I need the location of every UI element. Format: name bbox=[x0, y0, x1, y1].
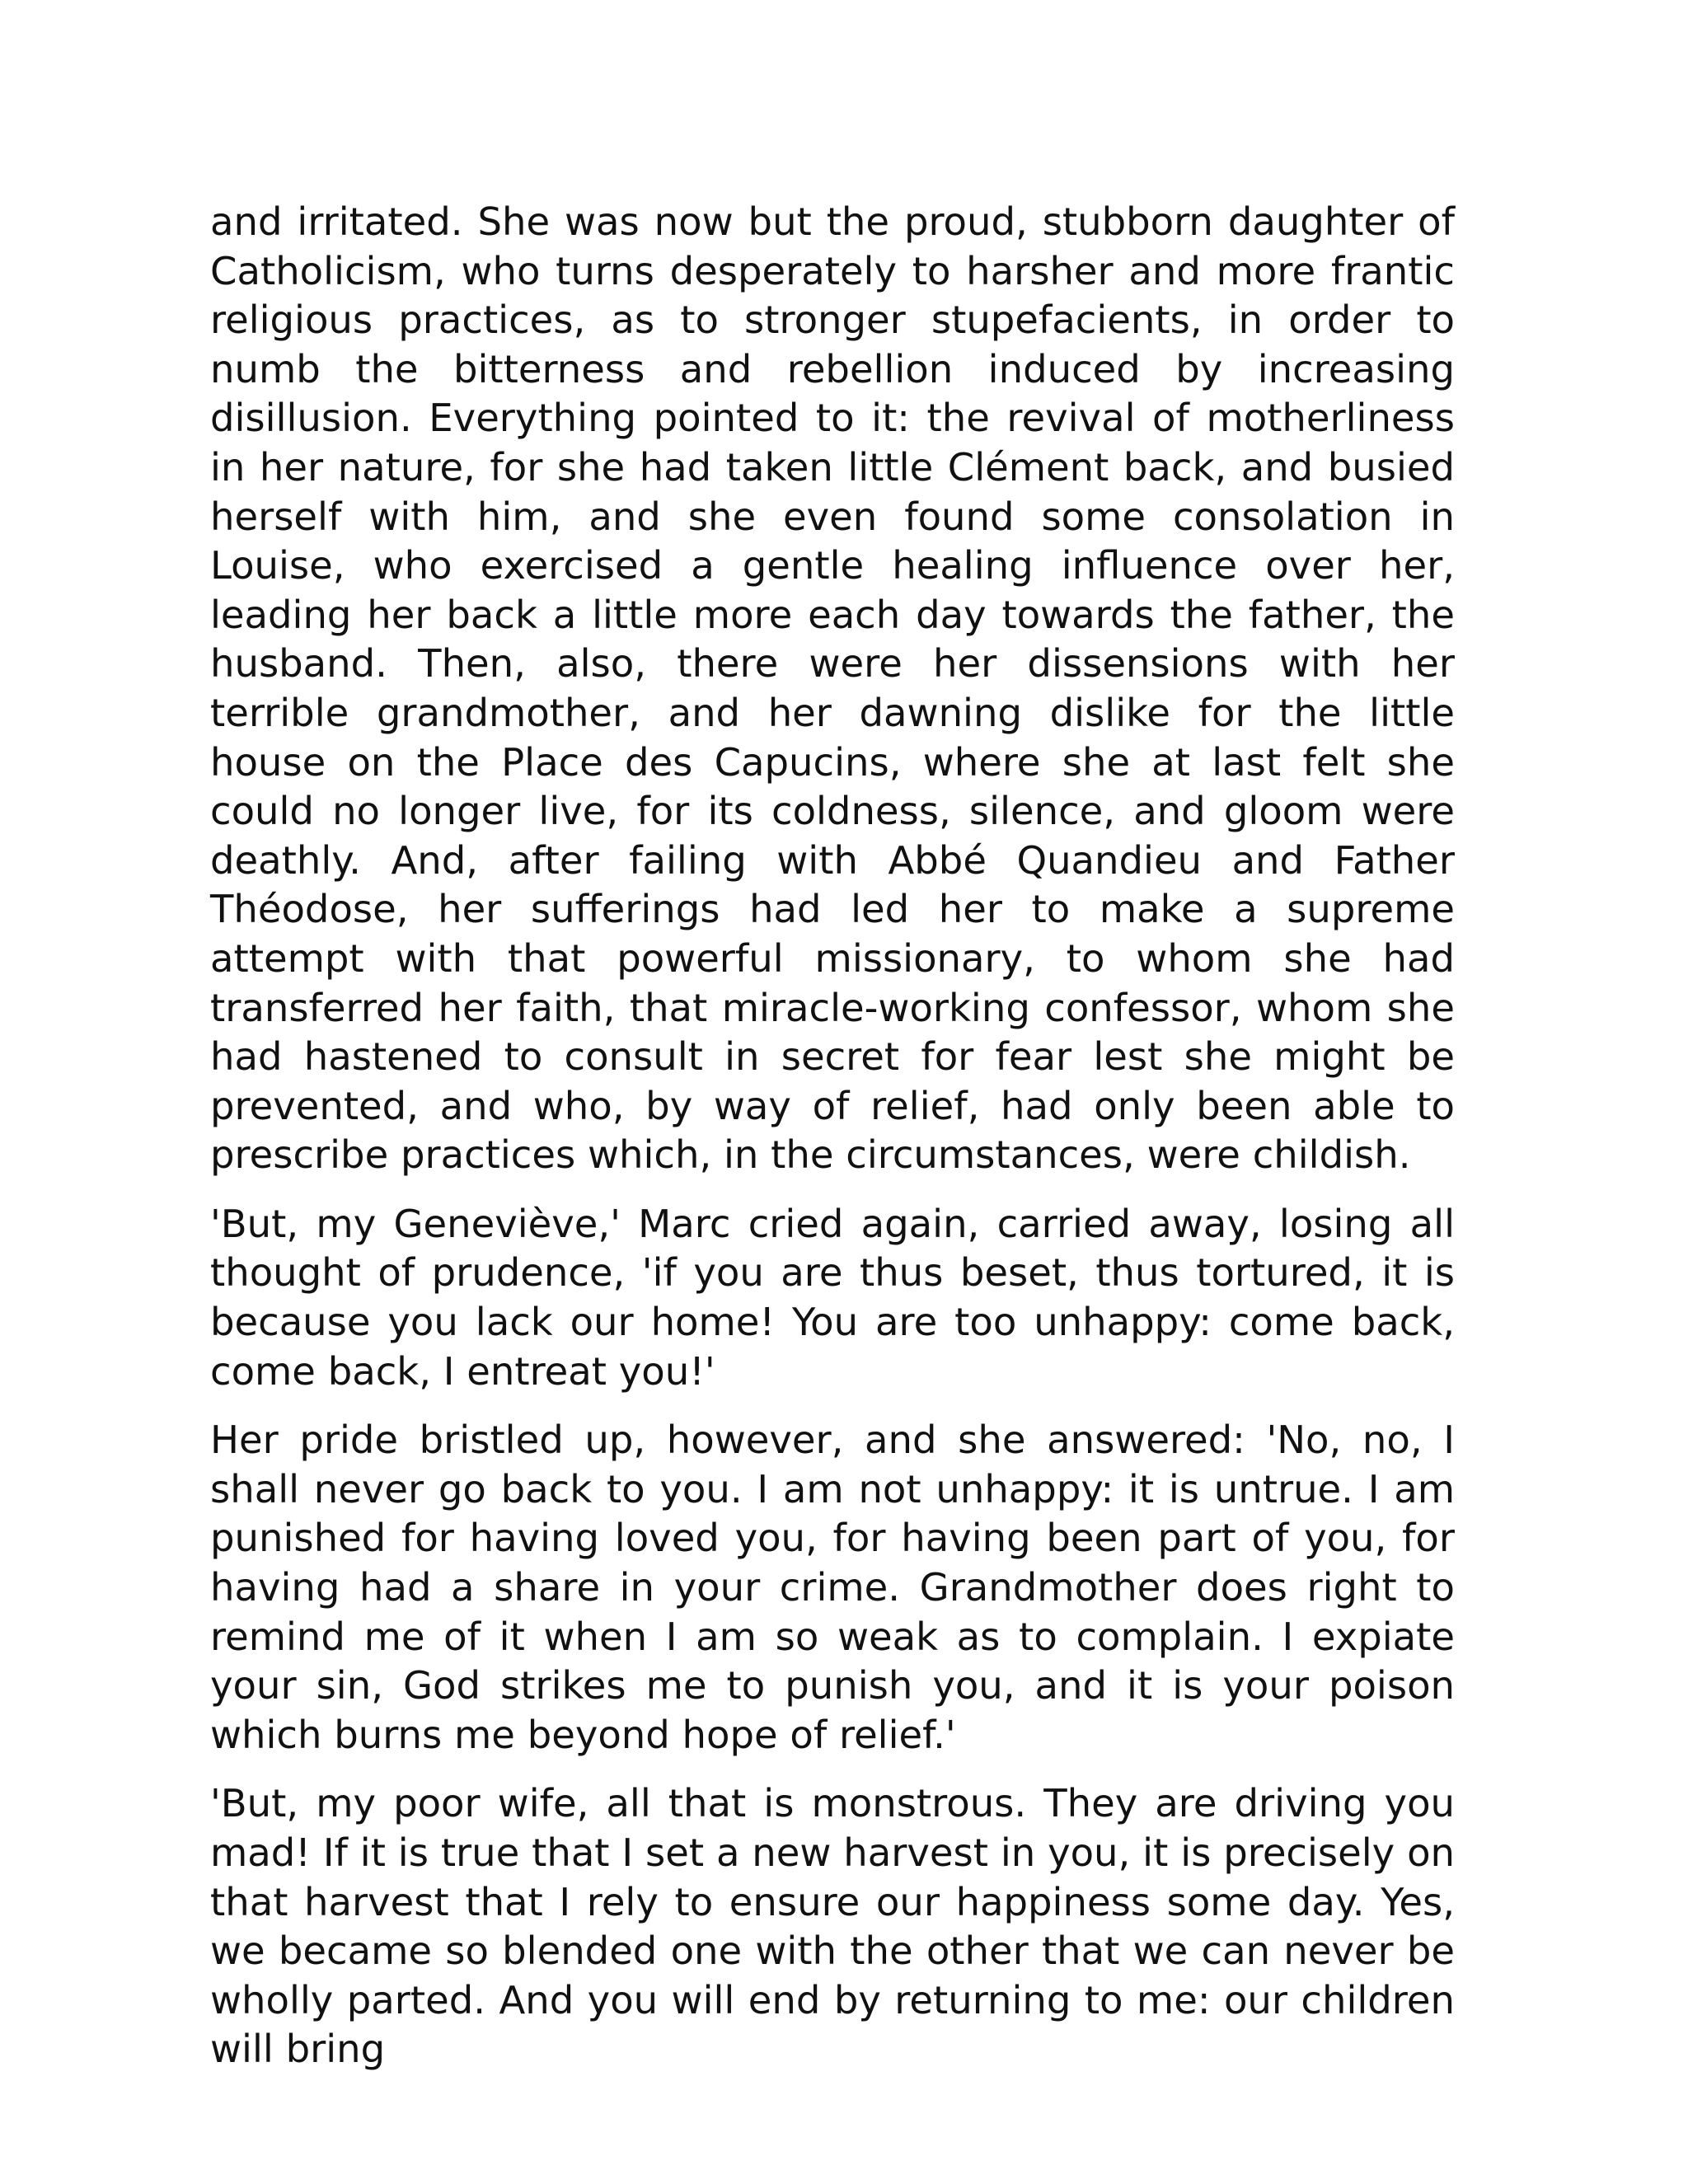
paragraph-3: Her pride bristled up, however, and she answered: 'No, no, I shall never go back to you. I am not unhappy: it is untrue. I am punished for having loved you, for having been part of you, for having had a share in your crime. Grandmother does right to remind me of it when I am so weak as to complain. I expiate your sin, God strikes me to punish you, and it is your poison which burns me beyond hope of relief.' bbox=[210, 1418, 1455, 1757]
paragraph-1: and irritated. She was now but the proud, stubborn daughter of Catholicism, who turns desperately to harsher and more frantic religious practices, as to stronger stupefacients, in order to numb the bitterness and rebellion induced by increasing disillusion. Everything pointed to it: the revival of motherliness in her nature, for she had taken little Clément back, and busied herself with him, and she even found some consolation in Louise, who exercised a gentle healing influence over her, leading her back a little more each day towards the father, the husband. Then, also, there were her dissensions with her terrible grandmother, and her dawning dislike for the little house on the Place des Capucins, where she at last felt she could no longer live, for its coldness, silence, and gloom were deathly. And, after failing with Abbé Quandieu and Father Théodose, her sufferings had led her to make a supreme attempt with that powerful missionary, to whom she had transferred her faith, that miracle-working confessor, whom she had hastened to consult in secret for fear lest she might be prevented, and who, by way of relief, had only been able to prescribe practices which, in the circumstances, were childish. bbox=[210, 199, 1455, 1178]
page-body bbox=[210, 198, 1455, 2094]
paragraph-2: 'But, my Geneviève,' Marc cried again, carried away, losing all thought of prudence, 'if you are thus beset, thus tortured, it is because you lack our home! You are too unhappy: come back, come back, I entreat you!' bbox=[210, 1201, 1455, 1394]
paragraph-4: 'But, my poor wife, all that is monstrous. They are driving you mad! If it is true that I set a new harvest in you, it is precisely on that harvest that I rely to ensure our happiness some day. Yes, we became so blended one with the other that we can never be wholly parted. And you will end by returning to me: our children will bring bbox=[210, 1781, 1455, 2072]
